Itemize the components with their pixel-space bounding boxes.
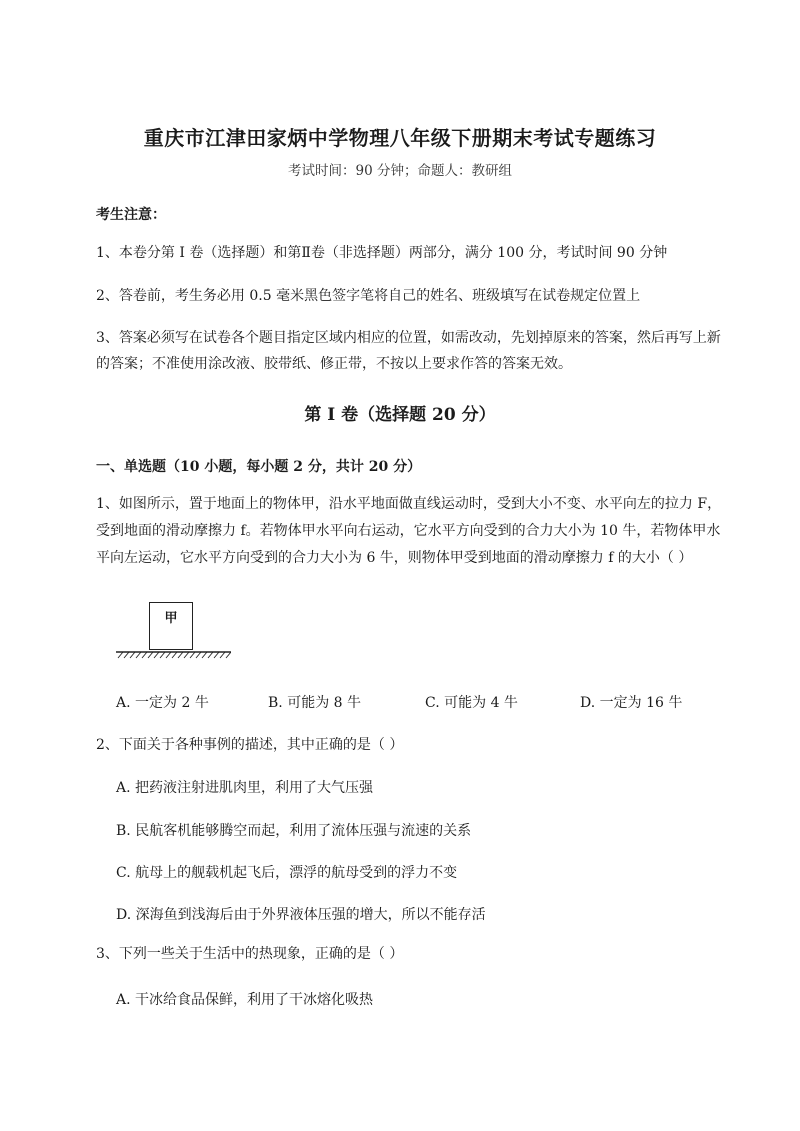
block-jia xyxy=(149,602,193,650)
question-2-option-a: A. 把药液注射进肌肉里，利用了大气压强 xyxy=(116,780,374,796)
note-item: 1、本卷分第 I 卷（选择题）和第Ⅱ卷（非选择题）两部分，满分 100 分，考试时间 90 分钟 xyxy=(96,245,668,261)
block-label: 甲 xyxy=(164,611,178,626)
question-3-stem: 3、下列一些关于生活中的热现象，正确的是（ ） xyxy=(96,946,404,962)
question-1-option-a: A. 一定为 2 牛 xyxy=(116,695,209,711)
note-item: 3、答案必须写在试卷各个题目指定区域内相应的位置，如需改动，先划掉原来的答案，然后再写上新 xyxy=(96,330,721,346)
question-1-line: 平向左运动，它水平方向受到的合力大小为 6 牛，则物体甲受到地面的滑动摩擦力 f 的大小（ ） xyxy=(96,550,693,566)
note-item: 的答案；不准使用涂改液、胶带纸、修正带，不按以上要求作答的答案无效。 xyxy=(96,356,572,372)
question-2-option-d: D. 深海鱼到浅海后由于外界液体压强的增大，所以不能存活 xyxy=(116,907,486,923)
question-2-option-b: B. 民航客机能够腾空而起，利用了流体压强与流速的关系 xyxy=(116,823,472,839)
question-1-option-b: B. 可能为 8 牛 xyxy=(268,695,361,711)
section-title: 第 I 卷（选择题 20 分） xyxy=(304,405,496,425)
notes-heading: 考生注意： xyxy=(96,207,166,223)
question-3-option-a: A. 干冰给食品保鲜，利用了干冰熔化吸热 xyxy=(116,992,374,1008)
page-title: 重庆市江津田家炳中学物理八年级下册期末考试专题练习 xyxy=(143,126,657,150)
question-1-line: 1、如图所示，置于地面上的物体甲，沿水平地面做直线运动时，受到大小不变、水平向左的拉力 F， xyxy=(96,496,722,512)
exam-info: 考试时间：90 分钟；命题人：教研组 xyxy=(288,163,512,179)
note-item: 2、答卷前，考生务必用 0.5 毫米黑色签字笔将自己的姓名、班级填写在试卷规定位置上 xyxy=(96,288,641,304)
question-1-option-c: C. 可能为 4 牛 xyxy=(425,695,518,711)
question-2-option-c: C. 航母上的舰载机起飞后，漂浮的航母受到的浮力不变 xyxy=(116,865,458,881)
ground-hatch xyxy=(116,651,231,659)
question-1-option-d: D. 一定为 16 牛 xyxy=(580,695,683,711)
question-1-line: 受到地面的滑动摩擦力 f。若物体甲水平向右运动，它水平方向受到的合力大小为 10 牛，若物体甲水 xyxy=(96,523,721,539)
part-heading: 一、单选题（10 小题，每小题 2 分，共计 20 分） xyxy=(96,459,422,475)
question-2-stem: 2、下面关于各种事例的描述，其中正确的是（ ） xyxy=(96,737,404,753)
